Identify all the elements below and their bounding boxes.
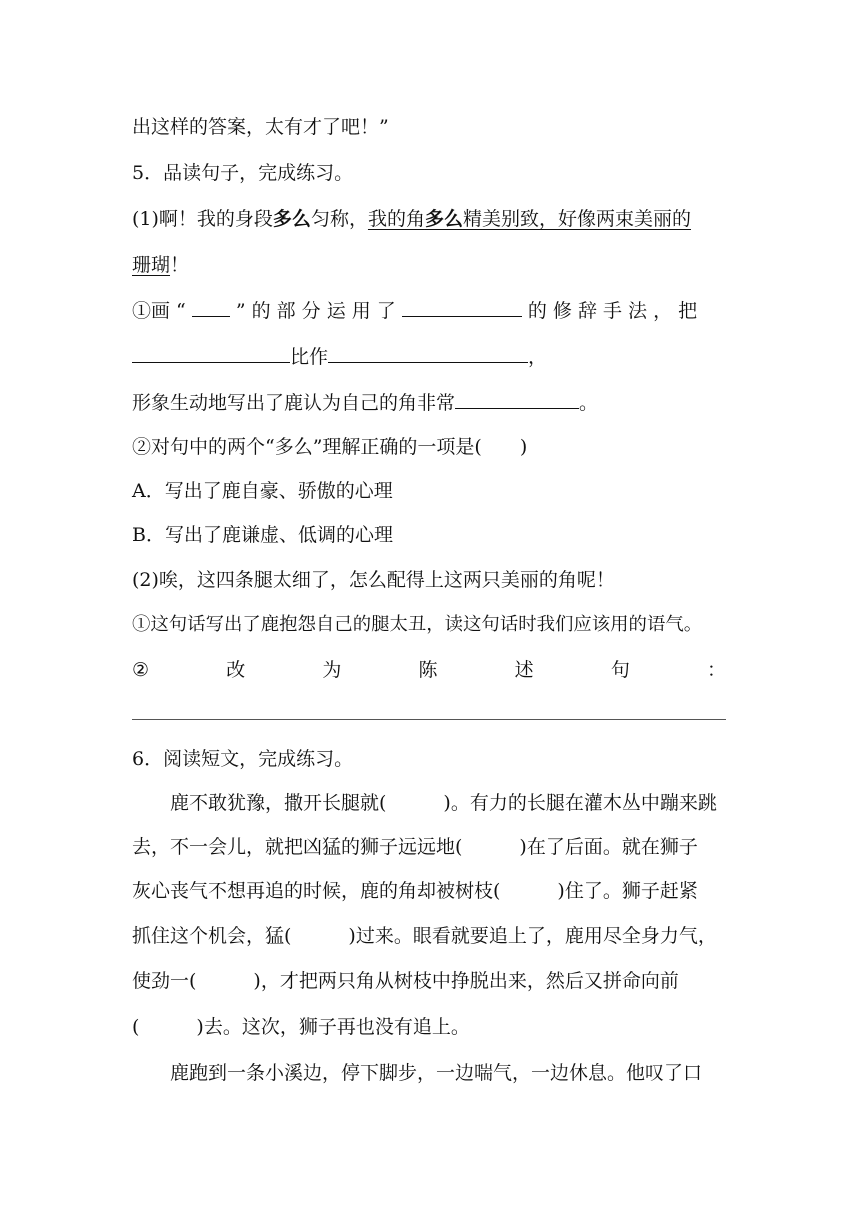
text-span: 。 [579, 392, 599, 414]
text-span: 形象生动地写出了鹿认为自己的角非常 [132, 392, 456, 414]
text-char: ： [706, 659, 726, 681]
text-span: ” 的 部 分 运 用 了 [229, 300, 402, 322]
answer-blank[interactable] [132, 342, 290, 363]
question-6-heading: 6．阅读短文，完成练习。 [132, 748, 354, 770]
text-char: 陈 [418, 659, 438, 681]
question-5-heading: 5．品读句子，完成练习。 [132, 162, 354, 184]
quoted-sentence-1 [132, 204, 732, 234]
answer-blank[interactable] [192, 296, 230, 317]
passage-line: 去，不一会儿，就把凶猛的狮子远远地( )在了后面。就在狮子 [132, 836, 698, 858]
bold-word: 多么 [272, 208, 311, 230]
answer-line[interactable] [132, 719, 726, 720]
text-span: ！ [170, 254, 190, 276]
answer-blank[interactable] [402, 296, 522, 317]
text-char: 改 [226, 659, 246, 681]
text-span: 比作 [290, 346, 329, 368]
passage-line: 鹿不敢犹豫，撒开长腿就( )。有力的长腿在灌木丛中蹦来跳 [170, 792, 717, 814]
fill-blank-line [132, 296, 732, 326]
text-char: 句 [610, 659, 630, 681]
circled-number: ② [132, 659, 150, 681]
text-char: 为 [322, 659, 342, 681]
answer-blank[interactable] [328, 342, 528, 363]
answer-blank[interactable] [455, 388, 579, 409]
fill-blank-line [132, 388, 732, 418]
choice-option-b[interactable]: B．写出了鹿谦虚、低调的心理 [132, 524, 393, 546]
text-span: (1)啊！我的身段 [132, 208, 273, 230]
text-line: ①这句话写出了鹿抱怨自己的腿太丑，读这句话时我们应该用的语气。 [132, 614, 703, 635]
passage-line: 鹿跑到一条小溪边，停下脚步，一边喘气，一边休息。他叹了口 [170, 1062, 703, 1084]
rewrite-instruction [132, 655, 732, 685]
passage-line: 使劲一( )，才把两只角从树枝中挣脱出来，然后又拼命向前 [132, 970, 679, 992]
quoted-sentence-2: (2)唉，这四条腿太细了，怎么配得上这两只美丽的角呢！ [132, 569, 615, 591]
underlined-phrase: 我的角多么精美别致，好像两束美丽的 [367, 208, 691, 230]
passage-line: ( )去。这次，狮子再也没有追上。 [132, 1016, 470, 1038]
multiple-choice-question: ②对句中的两个“多么”理解正确的一项是( ) [132, 436, 528, 458]
text-span: 匀称， [310, 208, 368, 230]
passage-line: 灰心丧气不想再追的时候，鹿的角却被树枝( )住了。狮子赶紧 [132, 880, 698, 902]
quoted-sentence-1-end [132, 250, 732, 280]
text-line: 出这样的答案，太有才了吧！” [132, 116, 389, 138]
text-span: ， [528, 346, 548, 368]
passage-line: 抓住这个机会，猛( )过来。眼看就要追上了，鹿用尽全身力气， [132, 925, 717, 947]
text-span: ①画 “ [132, 300, 192, 322]
underlined-phrase: 珊瑚 [132, 254, 171, 276]
choice-option-a[interactable]: A．写出了鹿自豪、骄傲的心理 [132, 480, 393, 502]
fill-blank-line [132, 342, 732, 372]
text-char: 述 [514, 659, 534, 681]
text-span: 的 修 辞 手 法 ， 把 [521, 300, 698, 322]
